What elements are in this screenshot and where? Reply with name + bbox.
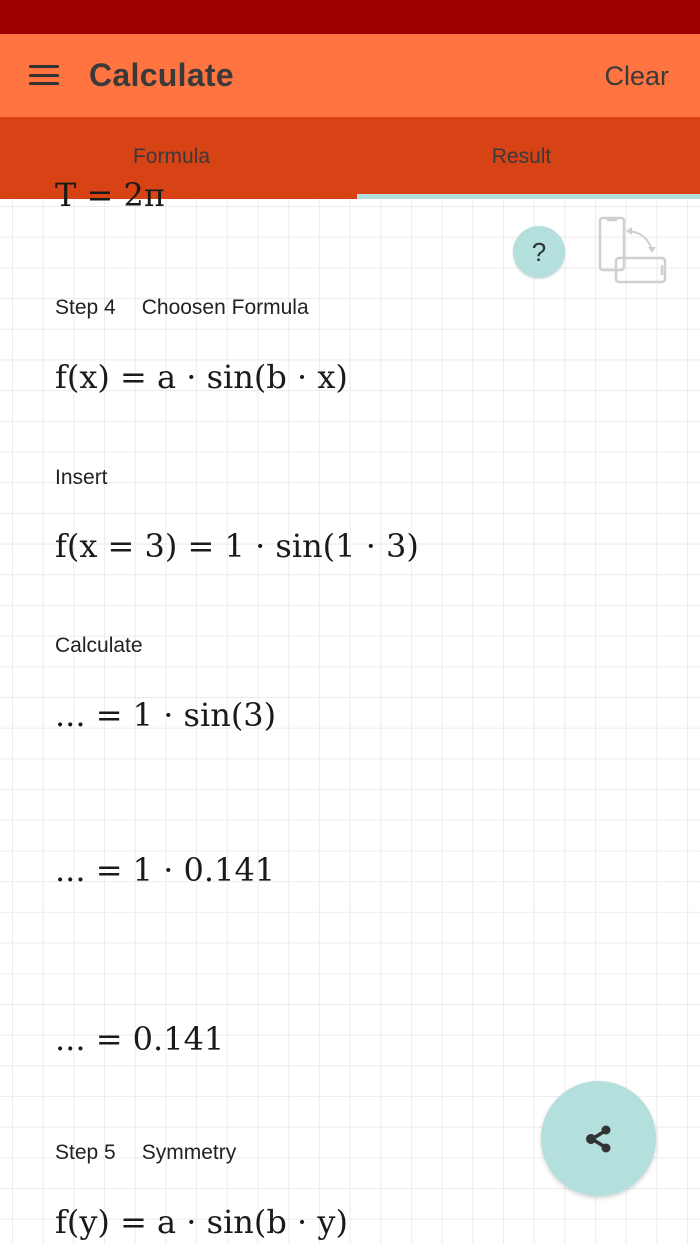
- step-4-heading: [55, 294, 309, 322]
- tab-formula[interactable]: Formula: [132, 145, 211, 168]
- help-button[interactable]: [513, 226, 565, 278]
- question-mark-icon: ?: [531, 236, 547, 267]
- step-5-heading: [55, 1139, 236, 1167]
- calculation-result: ... = 0.141: [55, 1020, 225, 1058]
- app-bar: [0, 34, 700, 117]
- page-title: Calculate: [89, 57, 234, 93]
- rotate-device-icon[interactable]: [596, 214, 670, 286]
- partial-formula: T = 2π: [55, 176, 165, 214]
- tab-result[interactable]: Result: [491, 145, 552, 168]
- step-5-title: Symmetry: [141, 1141, 237, 1164]
- step-4-title: Choosen Formula: [141, 296, 309, 319]
- symmetry-formula: f(y) = a · sin(b · y): [55, 1203, 348, 1241]
- share-icon: [579, 1119, 619, 1159]
- step-5-number: Step 5: [55, 1141, 116, 1164]
- calculation-line-2: ... = 1 · 0.141: [55, 851, 276, 889]
- step-4-number: Step 4: [55, 296, 116, 319]
- insert-label: Insert: [55, 466, 108, 489]
- insert-formula: f(x = 3) = 1 · sin(1 · 3): [55, 527, 419, 565]
- share-button[interactable]: [541, 1081, 656, 1196]
- hamburger-menu-icon[interactable]: [26, 58, 62, 94]
- status-bar: [0, 0, 700, 34]
- chosen-formula: f(x) = a · sin(b · x): [55, 358, 348, 396]
- calculation-line-1: ... = 1 · sin(3): [55, 696, 277, 734]
- calculate-label: Calculate: [55, 634, 143, 657]
- clear-button[interactable]: Clear: [604, 61, 669, 91]
